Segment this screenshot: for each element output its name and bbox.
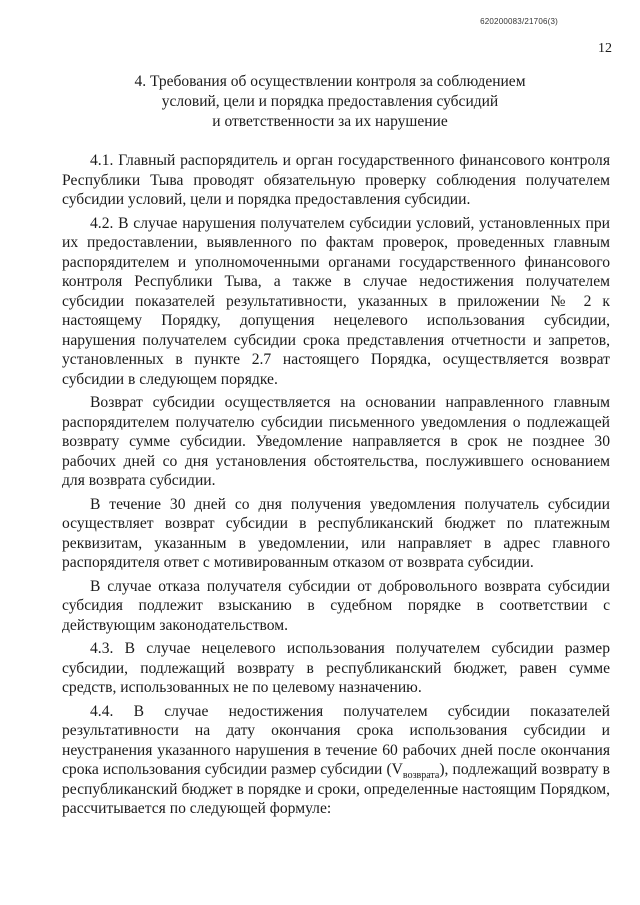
section-title	[60, 72, 600, 132]
section-title-line: условий, цели и порядка предоставления субсидий	[161, 93, 499, 110]
paragraph-4-4	[62, 702, 610, 819]
paragraph-4-1: 4.1. Главный распорядитель и орган государственного финансового контроля Республики Тыва проводят обязательную проверку соблюдения получателем субсидии условий, цели и порядка предоставления субсидии.	[62, 152, 610, 208]
refund-subscript: возврата	[402, 770, 440, 782]
paragraph-refusal: В случае отказа получателя субсидии от добровольного возврата субсидии субсидия подлежит взысканию в судебном порядке в соответствии с действующим законодательством.	[62, 577, 610, 634]
paragraph-4-4-text-end: ), подлежащий возврату в республиканский бюджет в порядке и сроки, определенные настоящим Порядком, рассчитывается по следующей формуле:	[62, 761, 610, 817]
paragraph-refund-term: В течение 30 дней со дня получения уведомления получатель субсидии осуществляет возврат субсидии в республиканский бюджет по платежным реквизитам, указанным в уведомлении, или направляет в адрес главного распорядителя ответ с мотивированным отказом от возврата субсидии.	[62, 495, 610, 571]
paragraph-refund-basis: Возврат субсидии осуществляется на основании направленного главным распорядителем получателю субсидии письменного уведомления о подлежащей возврату сумме субсидии. Уведомление направляется в срок не позднее 30 рабочих дней со дня установления обстоятельства, послужившего основанием для возврата субсидии.	[62, 394, 610, 489]
paragraph-4-2: 4.2. В случае нарушения получателем субсидии условий, установленных при их предоставлении, выявленного по фактам проверок, проведенных главным распорядителем и уполномоченными органами государственного финансового контроля Республики Тыва, а также в случае недостижения получателем субсидии показателей результативности, указанных в приложении № 2 к настоящему Порядку, допущения нецелевого использования субсидии, нарушения получателем субсидии срока представления отчетности и запретов, установленных в пункте 2.7 настоящего Порядка, осуществляется возврат субсидии в следующем порядке.	[62, 214, 610, 388]
section-title-line: и ответственности за их нарушение	[212, 113, 448, 130]
paragraph-4-4-text: 4.4. В случае недостижения получателем субсидии показателей результативности на дату окончания срока использования субсидии и неустранения указанного нарушения в течение 60 рабочих дней после окончания срока использования субсидии размер субсидии (V	[62, 702, 610, 778]
section-title-line: 4. Требования об осуществлении контроля за соблюдением	[134, 73, 526, 90]
page-number: 12	[598, 41, 612, 56]
paragraph-4-3: 4.3. В случае нецелевого использования получателем субсидии размер субсидии, подлежащий возврату в республиканский бюджет, равен сумме средств, использованных не по целевому назначению.	[62, 640, 610, 696]
document-id: 620200083/21706(3)	[480, 17, 558, 26]
document-body	[62, 151, 610, 823]
